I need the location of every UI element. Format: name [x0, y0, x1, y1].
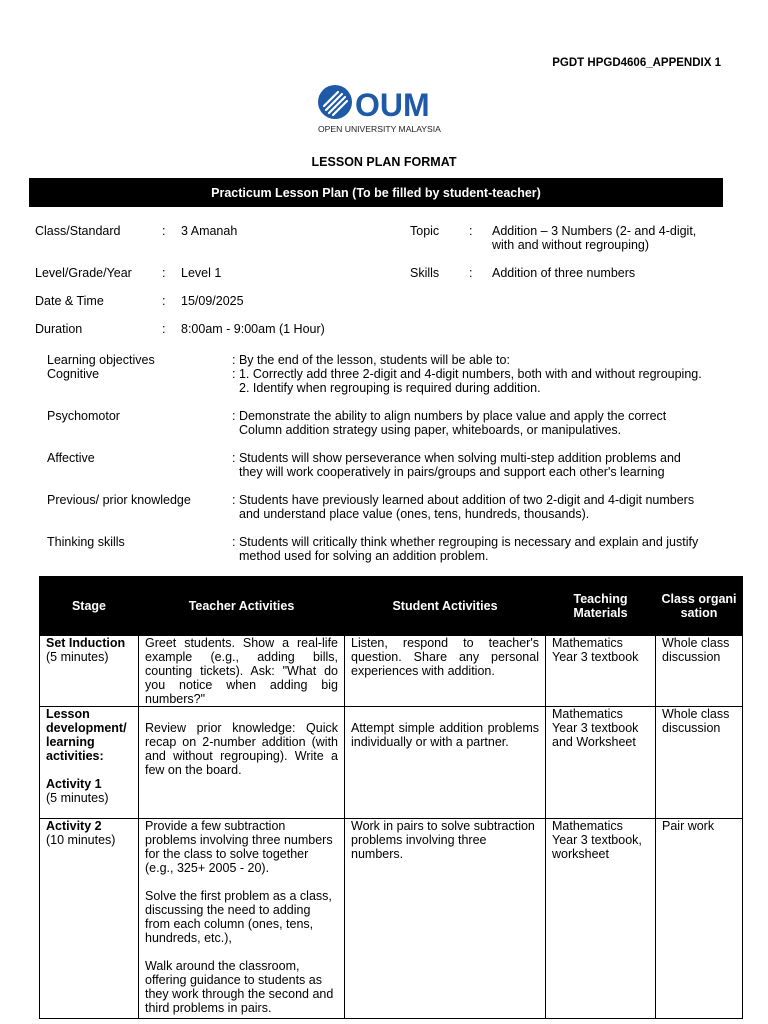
column-header: Teacher Activities	[139, 577, 345, 636]
colon: :	[162, 224, 166, 238]
plan-banner-text: Practicum Lesson Plan (To be filled by student-teacher)	[211, 185, 541, 200]
student-activity: Listen, respond to teacher's question. Share any personal experiences with addition.	[345, 636, 546, 707]
level-value: Level 1	[181, 266, 222, 280]
duration-label: Duration	[35, 322, 83, 336]
duration-value: 8:00am - 9:00am (1 Hour)	[181, 322, 325, 336]
lesson-plan-table	[39, 576, 743, 1019]
topic-value-line2: with and without regrouping)	[492, 238, 650, 252]
stage-subtitle: Activity 1	[46, 777, 102, 791]
thinking-skills-line1: : Students will critically think whether regrouping is necessary and explain and justify	[232, 535, 699, 549]
cognitive-line1: : 1. Correctly add three 2-digit and 4-digit numbers, both with and without regrouping.	[232, 367, 702, 381]
stage-title: Activity 2	[46, 819, 102, 833]
colon: :	[469, 224, 473, 238]
table-header-row	[40, 577, 743, 636]
teaching-materials: Mathematics Year 3 textbook and Worksheet	[546, 707, 656, 819]
colon: :	[469, 266, 473, 280]
lo-text: : By the end of the lesson, students will be able to:	[232, 353, 510, 367]
class-label: Class/Standard	[35, 224, 121, 238]
thinking-skills-label: Thinking skills	[47, 535, 125, 549]
level-label: Level/Grade/Year	[35, 266, 132, 280]
prior-knowledge-line1: : Students have previously learned about addition of two 2-digit and 4-digit numbers	[232, 493, 695, 507]
class-value: 3 Amanah	[181, 224, 238, 238]
table-row	[40, 707, 743, 819]
skills-value: Addition of three numbers	[492, 266, 636, 280]
skills-label: Skills	[410, 266, 440, 280]
date-value: 15/09/2025	[181, 294, 244, 308]
date-label: Date & Time	[35, 294, 104, 308]
document-title: LESSON PLAN FORMAT	[311, 155, 457, 169]
column-header: Class organisation	[656, 577, 743, 636]
teaching-materials: Mathematics Year 3 textbook	[546, 636, 656, 707]
colon: :	[162, 294, 166, 308]
class-organisation: Pair work	[656, 819, 743, 1019]
stage-title: Lesson development/ learning activities:	[46, 707, 127, 763]
topic-value-line1: Addition – 3 Numbers (2- and 4-digit,	[492, 224, 697, 238]
class-organisation: Whole class discussion	[656, 707, 743, 819]
teacher-activity	[139, 819, 345, 1019]
cognitive-label: Cognitive	[47, 367, 100, 381]
class-organisation: Whole class discussion	[656, 636, 743, 707]
stage-title: Set Induction	[46, 636, 126, 650]
affective-line1: : Students will show perseverance when solving multi-step addition problems and	[232, 451, 681, 465]
psychomotor-line1: : Demonstrate the ability to align numbers by place value and apply the correct	[232, 409, 667, 423]
oum-logo-icon	[316, 84, 456, 136]
plan-banner	[29, 178, 723, 207]
psychomotor-line2: Column addition strategy using paper, whiteboards, or manipulatives.	[239, 423, 622, 437]
stage-cell	[40, 707, 139, 819]
lo-label: Learning objectives	[47, 353, 155, 367]
teacher-activity	[139, 707, 345, 819]
psychomotor-label: Psychomotor	[47, 409, 120, 423]
teacher-activity-text: Review prior knowledge: Quick recap on 2-number addition (with and without regrouping). Write a few on the board.	[145, 721, 338, 777]
colon: :	[162, 322, 166, 336]
table-row	[40, 636, 743, 707]
affective-line2: they will work cooperatively in pairs/groups and support each other's learning	[239, 465, 665, 479]
stage-cell	[40, 819, 139, 1019]
stage-time: (10 minutes)	[46, 833, 116, 847]
oum-logo	[316, 84, 456, 136]
teacher-activity-paragraph: Solve the first problem as a class, discussing the need to adding from each column (ones, tens, hundreds, etc.),	[145, 889, 332, 945]
thinking-skills-line2: method used for solving an addition problem.	[239, 549, 489, 563]
cognitive-line2: 2. Identify when regrouping is required during addition.	[239, 381, 541, 395]
prior-knowledge-label: Previous/ prior knowledge	[47, 493, 191, 507]
document-code: PGDT HPGD4606_APPENDIX 1	[552, 57, 721, 69]
teacher-activity: Greet students. Show a real-life example (e.g., adding bills, counting tickets). Ask: "What do you notice when adding big numbers?"	[139, 636, 345, 707]
column-header: Stage	[40, 577, 139, 636]
column-header: Teaching Materials	[546, 577, 656, 636]
student-activity	[345, 707, 546, 819]
logo-wordmark: OUM	[355, 87, 430, 123]
table-row	[40, 819, 743, 1019]
logo-subtext: OPEN UNIVERSITY MALAYSIA	[318, 124, 441, 134]
prior-knowledge-line2: and understand place value (ones, tens, hundreds, thousands).	[239, 507, 590, 521]
colon: :	[162, 266, 166, 280]
teacher-activity-paragraph: Walk around the classroom, offering guidance to students as they work through the second and third problems in pairs.	[145, 959, 334, 1015]
topic-label: Topic	[410, 224, 440, 238]
column-header: Student Activities	[345, 577, 546, 636]
student-activity-text: Attempt simple addition problems individually or with a partner.	[351, 721, 539, 749]
stage-cell	[40, 636, 139, 707]
student-activity: Work in pairs to solve subtraction problems involving three numbers.	[345, 819, 546, 1019]
affective-label: Affective	[47, 451, 95, 465]
teacher-activity-paragraph: Provide a few subtraction problems involving three numbers for the class to solve together (e.g., 325+ 2005 - 20).	[145, 819, 333, 875]
stage-time: (5 minutes)	[46, 791, 109, 805]
teaching-materials: Mathematics Year 3 textbook, worksheet	[546, 819, 656, 1019]
stage-time: (5 minutes)	[46, 650, 109, 664]
